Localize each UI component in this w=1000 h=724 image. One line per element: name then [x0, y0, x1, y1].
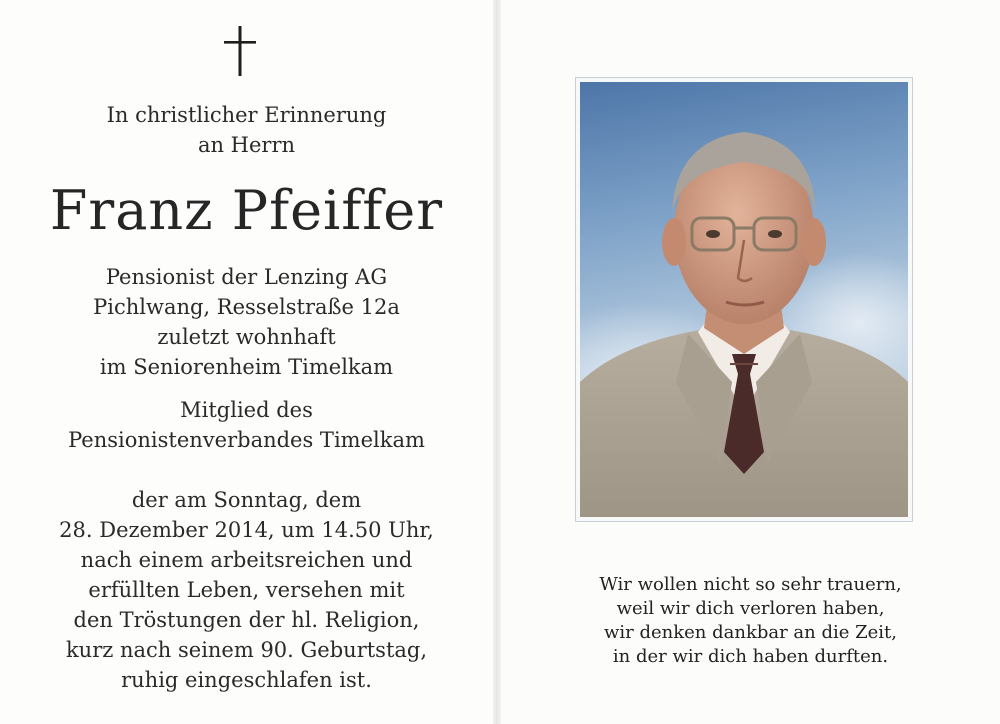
death-notice-line: ruhig eingeschlafen ist. — [121, 668, 372, 692]
intro-text — [0, 100, 493, 160]
death-notice-line: kurz nach seinem 90. Geburtstag, — [65, 638, 428, 662]
info-line: Pichlwang, Resselstraße 12a — [93, 295, 400, 319]
poem-line: wir denken dankbar an die Zeit, — [603, 622, 898, 643]
cross-icon — [222, 26, 258, 82]
info-line: Pensionist der Lenzing AG — [105, 265, 388, 289]
card-fold — [493, 0, 501, 724]
portrait-photo — [580, 82, 908, 517]
death-notice-line: erfüllten Leben, versehen mit — [88, 578, 405, 602]
portrait-frame — [575, 77, 913, 522]
intro-line: In christlicher Erinnerung — [106, 103, 387, 127]
poem-line: Wir wollen nicht so sehr trauern, — [599, 574, 902, 595]
memorial-poem — [501, 573, 1000, 669]
info-line: im Seniorenheim Timelkam — [99, 355, 394, 379]
death-notice-line: der am Sonntag, dem — [131, 488, 362, 512]
death-notice-line: 28. Dezember 2014, um 14.50 Uhr, — [59, 518, 434, 542]
intro-line: an Herrn — [197, 133, 296, 157]
deceased-info — [0, 262, 493, 382]
membership-line: Pensionistenverbandes Timelkam — [68, 428, 425, 452]
poem-line: weil wir dich verloren haben, — [616, 598, 885, 619]
membership-text — [0, 395, 493, 455]
membership-line: Mitglied des — [180, 398, 313, 422]
deceased-name: Franz Pfeiffer — [49, 179, 444, 242]
poem-line: in der wir dich haben durften. — [612, 646, 889, 667]
death-notice-line: nach einem arbeitsreichen und — [80, 548, 413, 572]
info-line: zuletzt wohnhaft — [157, 325, 336, 349]
death-notice — [0, 485, 493, 695]
death-notice-line: den Tröstungen der hl. Religion, — [73, 608, 420, 632]
